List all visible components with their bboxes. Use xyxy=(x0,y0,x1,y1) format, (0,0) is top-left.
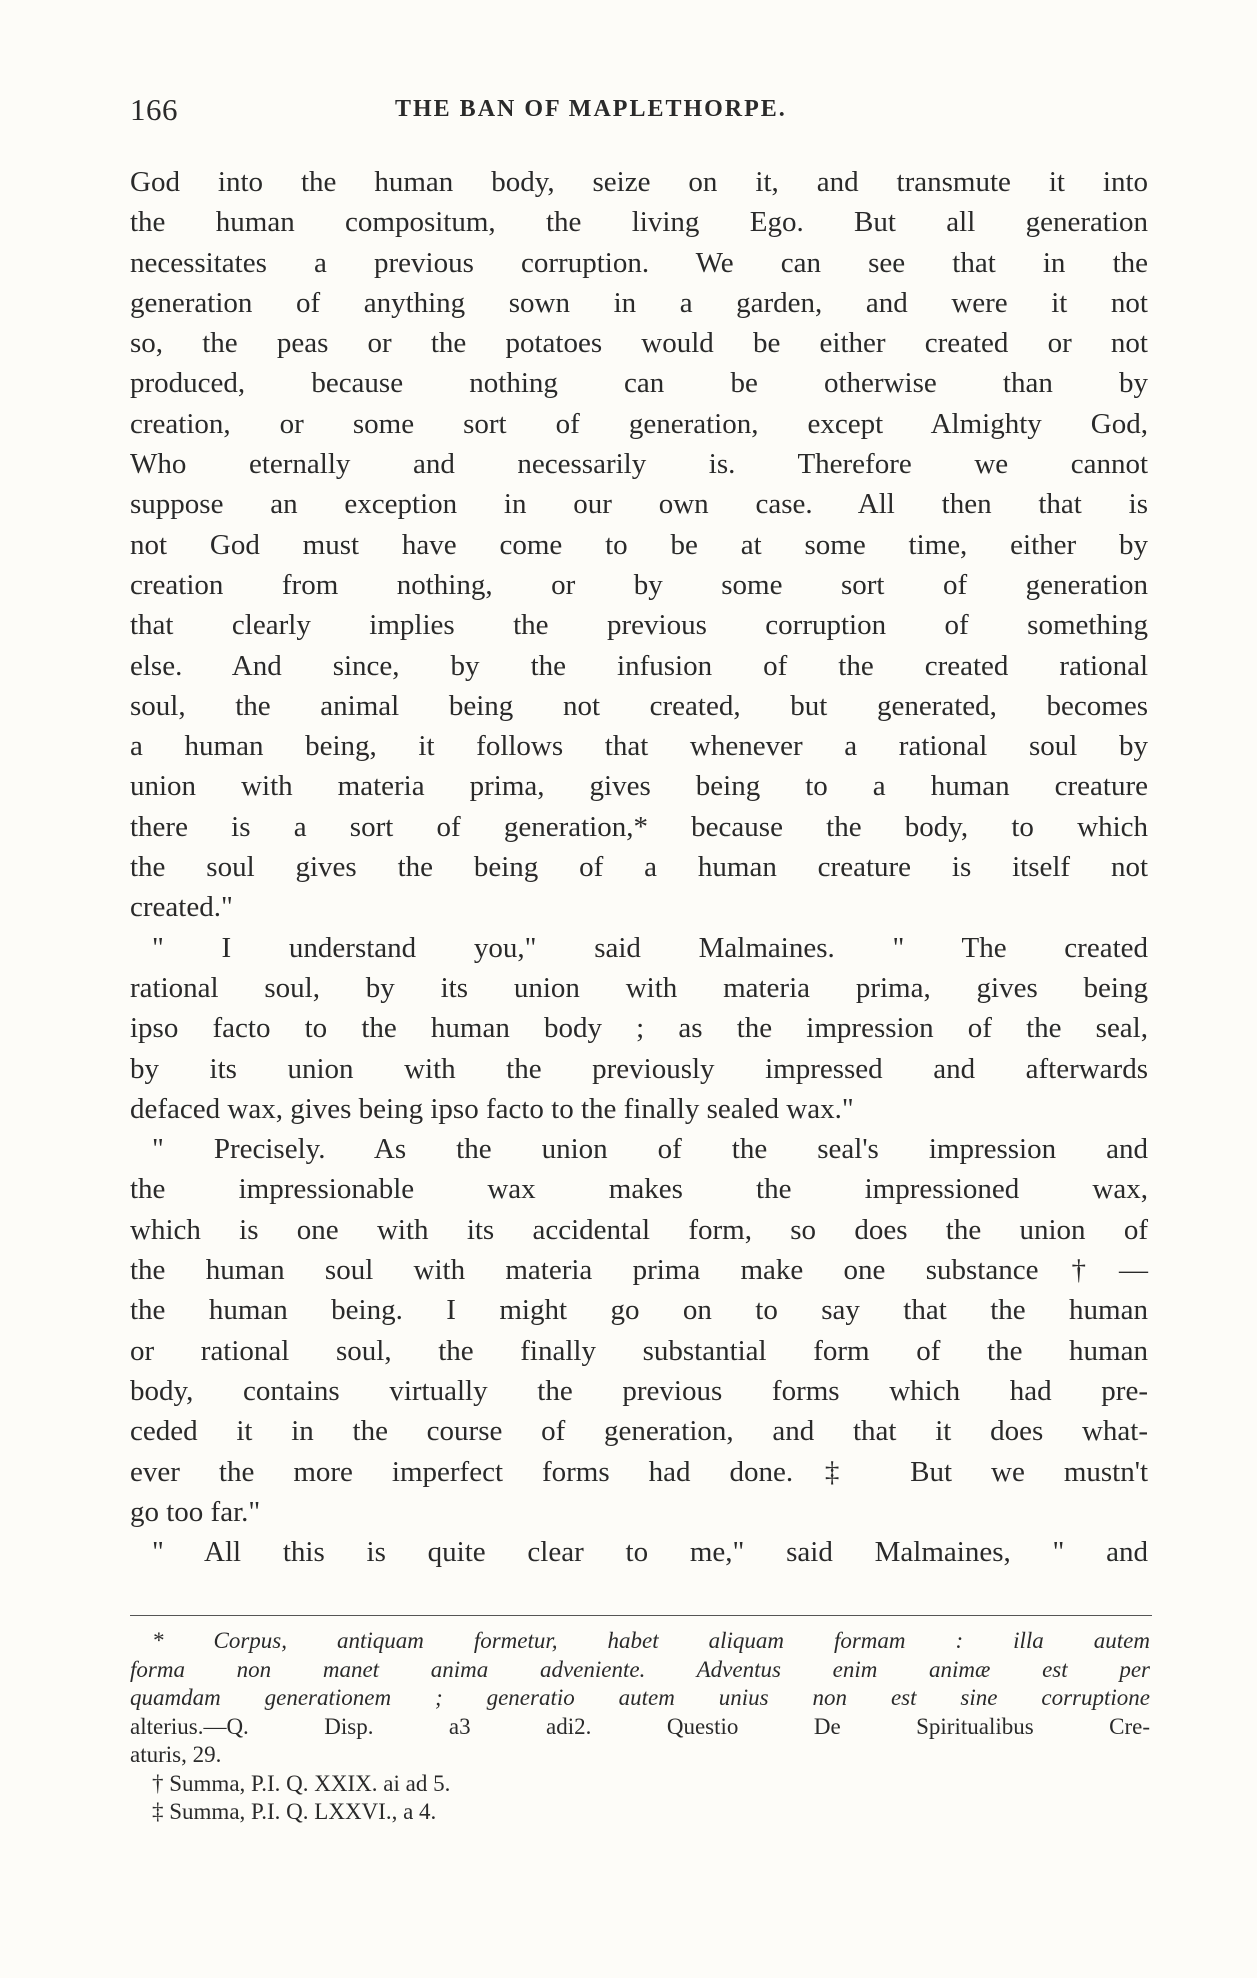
text-line: ever the more imperfect forms had done.‡ But we mustn't xyxy=(130,1455,1148,1488)
text-line: creation from nothing, or by some sort of generation xyxy=(130,568,1148,601)
text-line: generation of anything sown in a garden, and were it not xyxy=(130,286,1148,319)
text-line: suppose an exception in our own case. All then that is xyxy=(130,488,1148,521)
text-line: ipso facto to the human body ; as the impression of the seal, xyxy=(130,1012,1148,1045)
text-line: the human being. I might go on to say that the human xyxy=(130,1294,1148,1327)
text-line: that clearly implies the previous corruption of something xyxy=(130,609,1148,642)
text-line: necessitates a previous corruption. We can see that in the xyxy=(130,246,1148,279)
text-line: " All this is quite clear to me," said Malmaines, " and xyxy=(152,1536,1148,1569)
text-line: go too far." xyxy=(130,1495,261,1528)
text-line: rational soul, by its union with materia prima, gives being xyxy=(130,971,1148,1004)
footnote-line: * Corpus, antiquam formetur, habet aliquam formam : illa autem xyxy=(152,1628,1150,1653)
footnote-line: alterius.—Q. Disp. a3 adi2. Questio De Spiritualibus Cre- xyxy=(130,1713,1150,1739)
body-text xyxy=(130,162,1148,1572)
footnote-line: ‡ Summa, P.I. Q. LXXVI., a 4. xyxy=(152,1799,437,1824)
footnote-line: aturis, 29. xyxy=(130,1742,222,1767)
footnotes xyxy=(130,1627,1150,1827)
footnote-line: quamdam generationem ; generatio autem unius non est sine corruptione xyxy=(130,1685,1150,1710)
text-line: soul, the animal being not created, but generated, becomes xyxy=(130,689,1148,722)
text-line: there is a sort of generation,* because the body, to which xyxy=(130,810,1148,843)
footnote-line: forma non manet anima adveniente. Adventus enim animæ est per xyxy=(130,1656,1150,1682)
text-line: God into the human body, seize on it, and transmute it into xyxy=(130,166,1148,198)
text-line: or rational soul, the finally substantial form of the human xyxy=(130,1334,1148,1367)
text-line: defaced wax, gives being ipso facto to the finally sealed wax." xyxy=(130,1092,854,1125)
text-line: " I understand you," said Malmaines. " The created xyxy=(152,931,1148,964)
text-line: body, contains virtually the previous forms which had pre- xyxy=(130,1374,1148,1407)
text-line: by its union with the previously impressed and afterwards xyxy=(130,1052,1148,1085)
text-line: the soul gives the being of a human creature is itself not xyxy=(130,851,1148,884)
text-line: produced, because nothing can be otherwise than by xyxy=(130,367,1148,400)
text-line: the human soul with materia prima make one substance†— xyxy=(130,1254,1148,1287)
text-line: so, the peas or the potatoes would be either created or not xyxy=(130,327,1148,360)
text-line: ceded it in the course of generation, and that it does what- xyxy=(130,1415,1148,1448)
text-line: not God must have come to be at some time, either by xyxy=(130,528,1148,561)
text-line: the human compositum, the living Ego. But all generation xyxy=(130,206,1148,239)
text-line: created." xyxy=(130,891,233,924)
running-head: THE BAN OF MAPLETHORPE. xyxy=(395,96,787,122)
text-line: a human being, it follows that whenever a rational soul by xyxy=(130,730,1148,763)
footnote-line: † Summa, P.I. Q. XXIX. ai ad 5. xyxy=(152,1770,451,1796)
text-line: else. And since, by the infusion of the created rational xyxy=(130,649,1148,682)
page-number: 166 xyxy=(130,92,178,127)
text-line: union with materia prima, gives being to a human creature xyxy=(130,770,1148,803)
text-line: which is one with its accidental form, so does the union of xyxy=(130,1213,1148,1246)
text-line: " Precisely. As the union of the seal's impression and xyxy=(152,1133,1148,1166)
text-line: creation, or some sort of generation, except Almighty God, xyxy=(130,407,1148,440)
text-line: the impressionable wax makes the impressioned wax, xyxy=(130,1173,1148,1206)
page-header xyxy=(130,92,1150,132)
footnote-rule xyxy=(130,1615,1152,1616)
text-line: Who eternally and necessarily is. Therefore we cannot xyxy=(130,448,1148,481)
